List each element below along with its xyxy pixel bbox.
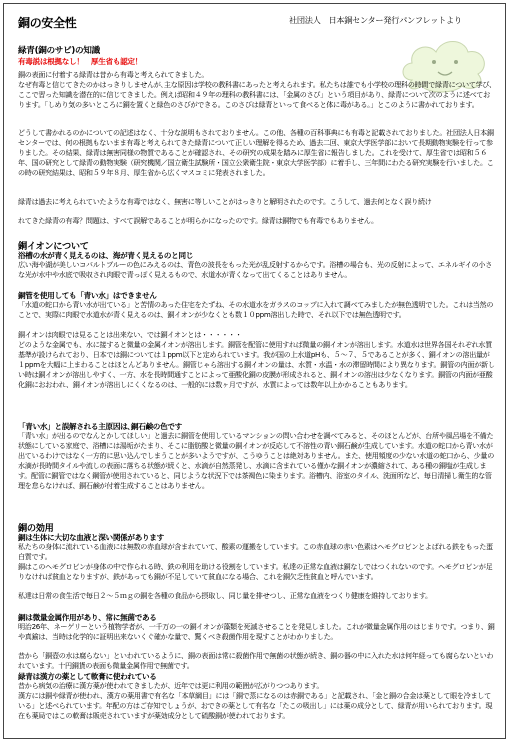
paragraph: 緑青は過去に考えられていたような有毒ではなく、無害に等しいことがはっきりと解明されたのです。こうして、過去何となく誤り続け bbox=[18, 197, 432, 206]
paragraph: 銅イオンは肉眼では見ることは出来ない、では銅イオンとは・・・・・・ bbox=[18, 330, 242, 339]
paragraph: 昔から「銅壺の水は腐らない」といわれているように、銅の表面は常に殺菌作用で無菌の状態が続き、銅の器の中に入れた水は何年経っても腐らないといわれています。十円銅貨の表面も微量金属作用で無菌です。 bbox=[18, 651, 494, 670]
subheading: 「青い水」と誤解される主原因は､銅石鹸の色です bbox=[18, 422, 182, 431]
subheading: 緑青は漢方の薬として軟膏に使われている bbox=[18, 672, 157, 681]
subheading: 銅は微量金属作用があり、常に無菌である bbox=[18, 613, 157, 622]
subheading: 銅は生体に大切な血液と深い関係があります bbox=[18, 533, 164, 542]
paragraph: 昔から病気の治療に漢方薬が使われてきましたが、近年では更に利用の範囲が広がりつつあります。 bbox=[18, 681, 324, 690]
subheading: 浴槽の水が青く見えるのは、海が青く見えるのと同じ bbox=[18, 251, 194, 260]
paragraph: どのような金属でも、水に接すると微量の金属イオンが溶出します。銅管を配管に使用すれば微量の銅イオンが溶出します。水道水は世界各国それぞれ水質基準が設けられており、日本では銅については１ppm以下と定められています。我が国の上水道pHも、５～７、５であることが多く、銅イオンの溶出量が１ppmを大幅に上まわることはほとんどありません。銅管じゃら溶出する銅イオンの量は、水質・水温・水の滞留時間により異なります。銅管の内面が新しい時は銅イオンが溶出しやすく、一方、水を長時間通すことによって亜酸化銅の皮膜が形成されると、銅イオンの溶出は少なくなります。銅管の内面が亜酸化銅におおわれ、銅イオンが溶出しにくくなるのは、一般的には数ヶ月ですが、水質によっては数年以上かかることもあります。 bbox=[18, 340, 495, 389]
paragraph: 私たちの身体に流れている血液には無数の赤血球が含まれていて、酸素の運搬をしています。この赤血球の赤い色素はヘモグロビンとよばれる鉄をもった蛋白質です。 bbox=[18, 542, 493, 561]
paragraph: どうして書かれるのかについての記述はなく、十分な説明もされておりません。この他、各種の百科事典にも有毒と記載されておりました。社団法人日本銅センターでは、何の根拠もないまま有毒と考えられてきた緑青について正しい理解を得るため、過去二回、東京大学医学部において長期動物実験を行って参りました。その結果、緑青は無害同様の物質であることが確認され、その研究の成果を踏みに厚生省に報告しました。これを受けて、厚生省では昭和５６年、国の研究として緑青の動物実験（研究機関／国立衛生試験所・国立公衆衛生院・東京大学医学部）に着手し、三年間にわたる研究実験を行いました。この時の研究結果は、昭和５９年８月、厚生省から広くマスコミに発表されました。 bbox=[18, 128, 494, 177]
paragraph: 私達は日常の食生活で毎日２～５ｍｇの銅を各種の食品から摂取し、同じ量を排せつし、正常な血液をつくり健康を維持しております。 bbox=[18, 591, 432, 600]
section-subheading-red: 有毒説は根拠なし！ 厚生省も認定！ bbox=[18, 57, 142, 66]
section-heading-benefits: 銅の効用 bbox=[18, 523, 54, 534]
section-heading-rokusho: 緑青(銅のサビ)の知識 bbox=[18, 46, 100, 56]
paragraph: 銅はこのヘモグロビンが身体の中で作られる時、鉄の利用を助ける役割をしています。私達の正常な血液は銅なしではつくれないのです。ヘモグロビンが足りなければ貧血となりますが、鉄があっても銅が不足していて貧血になる場合、これを銅欠乏性貧血と呼んでいます。 bbox=[18, 562, 493, 581]
page-title: 銅の安全性 bbox=[18, 16, 77, 30]
paragraph: 広い海や湖が美しいコバルトブルーの色にみえるのは、青色の波長をもった光が乱反射するからです。浴槽の場合も、光の反射によって、エネルギイの小さな光が水中や水底で吸収され肉眼で青っぽく見えるもので、水道水が青くなって出てくることはありません。 bbox=[18, 260, 492, 279]
paragraph: 「青い水」が出るのでなんとかしてほしい」と過去に銅管を使用しているマンションの問い合わせを調べてみると、そのほとんどが、台所や風呂場を不備た状態にしている家庭で、浴槽には湯垢がたまり、そこに脂肪酸と微量の銅イオンが反応して不溶性の青い銅石鹸が生成しています。水道の蛇口から青い水が出ているわけではなく一方的に思い込んでしまうことが多いようですが、こうゆうことは絶対ありません。また、使用頻度の少ない水道の蛇口から、少量の水滴が長時間タイルや流しの表面に落ちる状態が続くと、水滴が自然蒸発し、水滴に含まれている僅かな銅イオンが濃縮されて、ある種の銅塩が生成します。配管に銅管ではなく鋼管が使用されていると、同じような状況下では茶褐色に染まります。浴槽内、浴室のタイル、洗面所など、毎日清掃し衛生的な管理を怠らなければ、銅石鹸が付着生成することはありません。 bbox=[18, 431, 494, 490]
paragraph: 漢方には銅や緑青が使われ、漢方の薬用書で有名な「本草綱目」には「銅で蒸になるのは赤銅である」と記載され、「金と銅の合金は薬として眼を冷ましている」と述べられています。年配の方はご存知でしょうが、おできの薬として有名な「たこの吸出し」には薬の成分として、緑青が用いられております。現在も薬局ではこの軟膏は販売されていますが薬効成分として硫酸銅が使われております。 bbox=[18, 691, 493, 720]
subheading: 銅管を使用しても「青い水」はできません bbox=[18, 291, 157, 300]
paragraph: れてきた緑青の有毒？問題は、すべて誤解であることが明らかになったのです。緑青は銅物でも有毒でもありません。 bbox=[18, 216, 378, 225]
paragraph: 「水道の蛇口から青い水が出ている」と苦情のあった住宅をたずね、その水道水をガラスのコップに入れて調べてみましたが無色透明でした。これは当然のことで、実際に肉眼で水道水が青く見えるのは、銅イオンが少なくとも数１０ppm溶出した時で、それ以下では無色透明です。 bbox=[18, 300, 494, 319]
paragraph: 銅の表面に付着する緑青は昔から有毒と考えられてきました。 bbox=[18, 70, 209, 79]
paragraph: 明治26年、ネーゲリーという植物学者が、一千万の一の銅イオンが藻類を死滅させることを発見しました。これが微量金属作用のはじまりです。つまり、銅や真鍮は、当時は化学的に証明出来ないくぐ確かな量で、驚くべき殺菌作用を現すことがわかりました。 bbox=[18, 622, 495, 641]
section-heading-copper-ion: 銅イオンについて bbox=[18, 241, 89, 252]
paragraph: なぜ有毒と信じてきたのかはっきりしませんが､主な原因は学校の教科書にあったと考えられます。私たちは誰でも小学校の理科の時間で緑青について学び、ここで習った知識を潜在的に信じてきました。例えば昭和４９年の理科の教科書には、「金属のさび」という項目があり、緑青について次のように述べております。「しめり気の多いところに銅を置くと緑色のさびができる。このさびは緑青といって食べると体に毒がある。」とこのように書かれております。 bbox=[18, 80, 496, 109]
source-note: 社団法人 日本銅センター発行パンフレットより bbox=[289, 15, 462, 25]
